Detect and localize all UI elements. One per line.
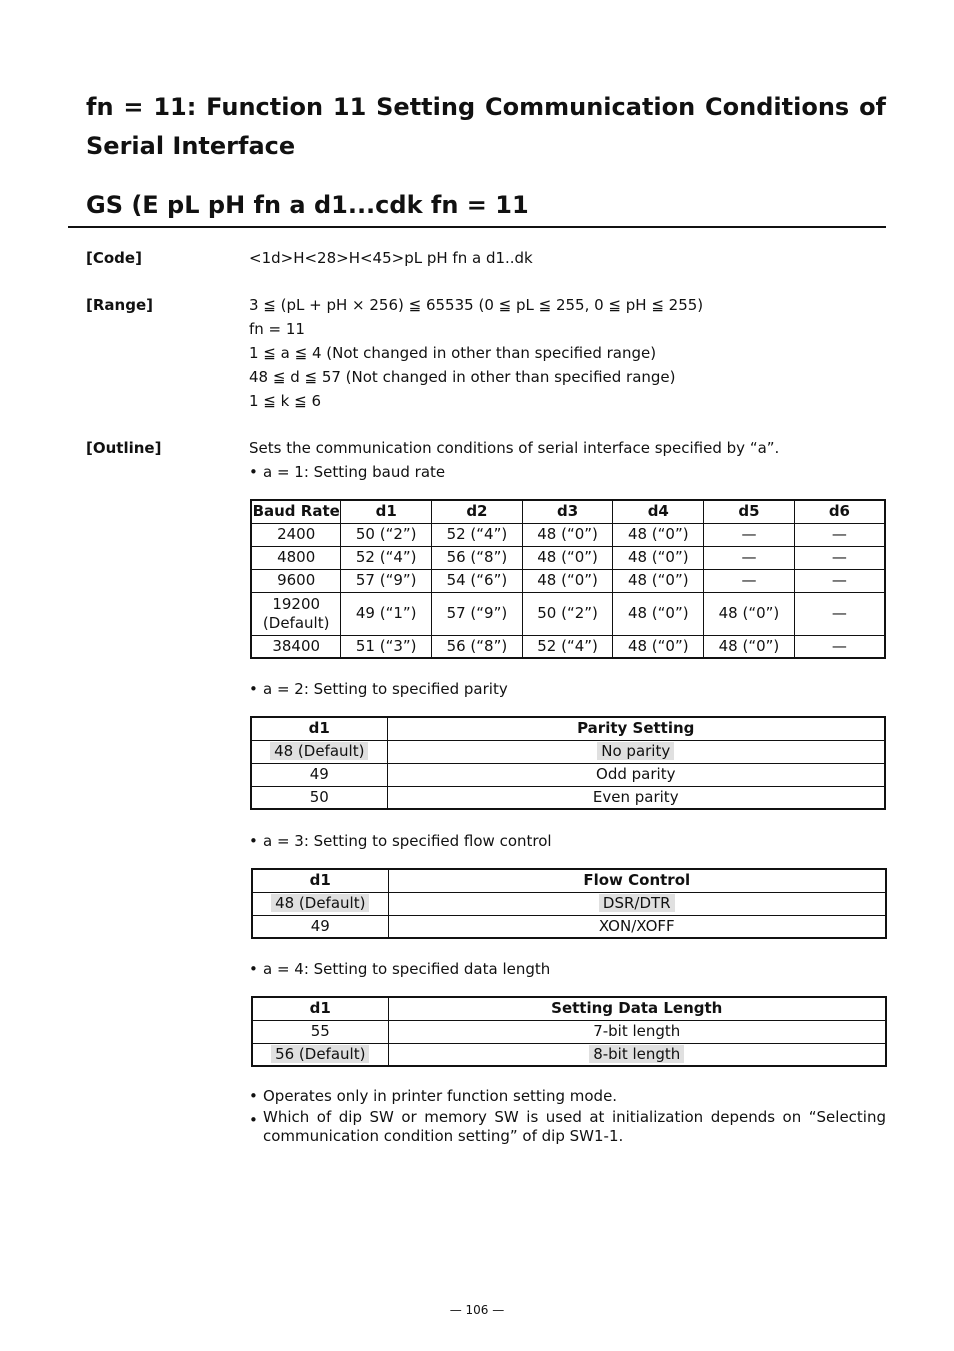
table-cell: 4800 (251, 546, 341, 569)
table-cell: — (794, 523, 885, 546)
table-cell: — (704, 523, 795, 546)
table-cell (251, 592, 341, 635)
table-cell: 48 (“0”) (613, 592, 704, 635)
table-cell: 9600 (251, 569, 341, 592)
default-note: (Default) (262, 613, 330, 632)
table-cell: 56 (“8”) (432, 546, 523, 569)
bullet-length (249, 957, 886, 981)
table-header-cell: d1 (252, 997, 388, 1020)
range-label: [Range] (86, 296, 153, 314)
range-line: 1 ≦ k ≦ 6 (249, 392, 321, 410)
table-cell: — (704, 546, 795, 569)
table-row (252, 892, 886, 915)
table-header-row (252, 869, 886, 892)
table-cell: 48 (“0”) (613, 635, 704, 658)
table-cell: 51 (“3”) (341, 635, 432, 658)
note-printer-mode (249, 1084, 886, 1108)
table-cell: 48 (“0”) (613, 523, 704, 546)
table-row (251, 592, 885, 635)
table-cell: 52 (“4”) (432, 523, 523, 546)
table-cell (252, 1043, 388, 1066)
table-cell: 55 (252, 1020, 388, 1043)
table-cell: 48 (“0”) (704, 592, 795, 635)
table-cell: 7-bit length (388, 1020, 886, 1043)
table-cell: 54 (“6”) (432, 569, 523, 592)
table-row (251, 786, 885, 809)
table-cell: — (704, 569, 795, 592)
table-row (251, 740, 885, 763)
table-header-cell: d6 (794, 500, 885, 523)
bullet-text: a = 2: Setting to specified parity (263, 680, 508, 698)
table-header-cell: d2 (432, 500, 523, 523)
table-cell: 48 (“0”) (704, 635, 795, 658)
table-header-cell: d5 (704, 500, 795, 523)
table-header-row (251, 717, 885, 740)
bullet-marker: • (249, 1087, 258, 1105)
table-cell (387, 740, 885, 763)
table-cell (251, 740, 387, 763)
table-header-cell: d1 (251, 717, 387, 740)
range-line: 48 ≦ d ≦ 57 (Not changed in other than specified range) (249, 368, 676, 386)
data-length-table (251, 996, 887, 1067)
table-header-cell: Baud Rate (251, 500, 341, 523)
bullet-text: a = 3: Setting to specified flow control (263, 832, 552, 850)
default-highlight: 48 (Default) (271, 894, 369, 912)
table-row (251, 635, 885, 658)
baud-value: 19200 (272, 594, 321, 613)
bullet-marker: • (249, 960, 258, 978)
note-dip-switch (249, 1108, 886, 1146)
table-cell: 52 (“4”) (341, 546, 432, 569)
table-cell: 48 (“0”) (522, 569, 613, 592)
table-cell: 57 (“9”) (341, 569, 432, 592)
default-highlight: DSR/DTR (599, 894, 675, 912)
table-cell: — (794, 635, 885, 658)
range-line: 3 ≦ (pL + pH × 256) ≦ 65535 (0 ≦ pL ≦ 255, 0 ≦ pH ≦ 255) (249, 296, 704, 314)
bullet-marker: • (249, 832, 258, 850)
table-cell: 50 (251, 786, 387, 809)
table-row (251, 546, 885, 569)
table-row (252, 915, 886, 938)
outline-intro: Sets the communication conditions of serial interface specified by “a”. (249, 439, 780, 457)
table-cell: Odd parity (387, 763, 885, 786)
table-header-cell: d1 (341, 500, 432, 523)
table-cell: 56 (“8”) (432, 635, 523, 658)
table-header-cell: d1 (252, 869, 388, 892)
default-highlight: 8-bit length (589, 1045, 684, 1063)
baud-rate-table (250, 499, 886, 659)
table-cell: 48 (“0”) (522, 546, 613, 569)
table-cell: 50 (“2”) (341, 523, 432, 546)
command-title: GS (E pL pH fn a d1...cdk fn = 11 (86, 191, 529, 219)
table-cell: 52 (“4”) (522, 635, 613, 658)
table-header-cell: Parity Setting (387, 717, 885, 740)
flow-control-table (251, 868, 887, 939)
table-cell: XON/XOFF (388, 915, 886, 938)
table-cell: — (794, 546, 885, 569)
table-cell: 2400 (251, 523, 341, 546)
heading-divider (68, 226, 886, 228)
table-cell (388, 892, 886, 915)
page-number: — 106 — (449, 1303, 505, 1317)
bullet-text: Which of dip SW or memory SW is used at initialization depends on “Selecting communication condition setting” of dip SW1-1. (263, 1108, 886, 1145)
bullet-marker: • (249, 1111, 258, 1129)
table-cell: 48 (“0”) (613, 569, 704, 592)
default-highlight: 56 (Default) (271, 1045, 369, 1063)
outline-label: [Outline] (86, 439, 162, 457)
table-header-cell: d4 (613, 500, 704, 523)
bullet-parity (249, 677, 886, 701)
default-highlight: No parity (597, 742, 674, 760)
bullet-text: a = 1: Setting baud rate (263, 463, 446, 481)
table-header-cell: Flow Control (388, 869, 886, 892)
table-cell: 49 (252, 915, 388, 938)
table-cell: — (794, 592, 885, 635)
bullet-flow (249, 829, 886, 853)
bullet-text: a = 4: Setting to specified data length (263, 960, 551, 978)
range-line: fn = 11 (249, 320, 305, 338)
table-cell: 49 (“1”) (341, 592, 432, 635)
table-cell: 38400 (251, 635, 341, 658)
table-cell (388, 1043, 886, 1066)
table-header-row (251, 500, 885, 523)
table-row (251, 763, 885, 786)
table-row (252, 1020, 886, 1043)
code-label: [Code] (86, 249, 142, 267)
table-header-cell: d3 (522, 500, 613, 523)
code-value: <1d>H<28>H<45>pL pH fn a d1..dk (249, 249, 533, 267)
section-title: fn = 11: Function 11 Setting Communication Conditions of Serial Interface (86, 93, 886, 160)
table-cell: 48 (“0”) (522, 523, 613, 546)
table-row (251, 569, 885, 592)
table-cell: 48 (“0”) (613, 546, 704, 569)
table-cell (252, 892, 388, 915)
bullet-marker: • (249, 680, 258, 698)
range-line: 1 ≦ a ≦ 4 (Not changed in other than specified range) (249, 344, 657, 362)
bullet-marker: • (249, 463, 258, 481)
table-cell: Even parity (387, 786, 885, 809)
table-header-cell: Setting Data Length (388, 997, 886, 1020)
bullet-baud (249, 460, 886, 484)
bullet-text: Operates only in printer function setting mode. (263, 1087, 618, 1105)
table-cell: 49 (251, 763, 387, 786)
default-highlight: 48 (Default) (270, 742, 368, 760)
parity-table (250, 716, 886, 810)
table-cell: 57 (“9”) (432, 592, 523, 635)
table-cell: 50 (“2”) (522, 592, 613, 635)
table-cell: — (794, 569, 885, 592)
table-row (251, 523, 885, 546)
table-row (252, 1043, 886, 1066)
table-header-row (252, 997, 886, 1020)
